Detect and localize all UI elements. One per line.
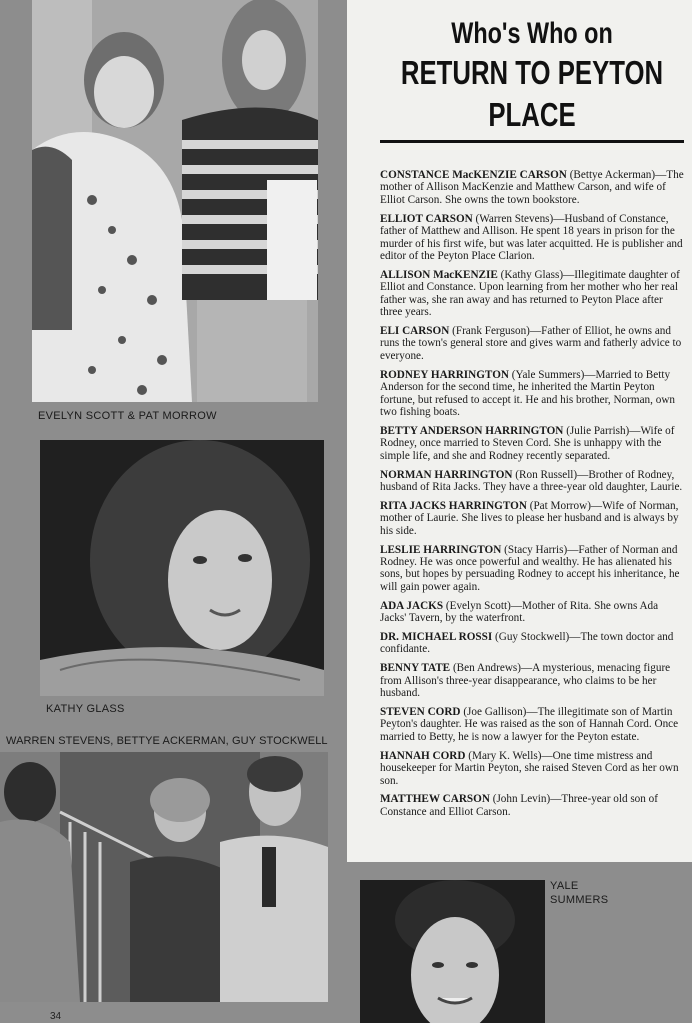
cast-entry [380,662,684,699]
character-description: (Kathy Glass)—Illegitimate daughter of Elliot and Constance. Upon learning from her mother who her real father was, she ran away and has returned to Peyton Place after three years. [380,268,680,319]
cast-entry [380,631,684,656]
character-name: CONSTANCE MacKENZIE CARSON [380,169,567,181]
cast-entry [380,169,684,206]
cast-entry [380,600,684,625]
character-description: (Warren Stevens)—Husband of Constance, father of Matthew and Allison. He spent 18 years in prison for the murder of his first wife, but was later acquitted. He is publisher and editor of the Peyton Place Clarion. [380,212,683,262]
heading-line-2: RETURN TO PEYTON PLACE [400,54,664,133]
character-description: (Ron Russell)—Brother of Rodney, husband of Rita Jacks. They have a three-year old daughter, Laurie. [380,468,683,493]
heading-rule [380,140,684,143]
character-description: (Yale Summers)—Married to Betty Anderson for the second time, he inherited the Martin Peyton fortune, but refused to accept it. He and his brother, Norman, own two fishing boats. [380,368,675,418]
cast-entry [380,793,684,818]
character-description: (Evelyn Scott)—Mother of Rita. She owns Ada Jacks' Tavern, by the waterfront. [380,599,659,625]
character-description: (Pat Morrow)—Wife of Norman, mother of Laurie. She lives to please her husband and is always by his side. [380,499,679,537]
character-description: (Guy Stockwell)—The town doctor and confidante. [380,631,674,656]
character-description: (Julie Parrish)—Wife of Rodney, once married to Steven Cord. She is unhappy with the simple life, and she and Rodney recently separated. [380,424,675,462]
cast-entry [380,425,684,462]
character-description: (Ben Andrews)—A mysterious, menacing figure from Allison's three-year disappearance, who claims to be her husband. [380,662,671,700]
photo-3-caption: WARREN STEVENS, BETTYE ACKERMAN, GUY STOCKWELL [6,735,328,747]
photo-3-image [0,752,328,1002]
cast-entry [380,544,684,594]
article-heading [398,0,666,136]
character-description: (Frank Ferguson)—Father of Elliot, he owns and runs the town's general store and gives warm and fatherly advice to everyone. [380,324,682,362]
whos-who-panel [347,0,692,862]
character-name: BETTY ANDERSON HARRINGTON [380,424,564,437]
cast-entry [380,325,684,362]
photo-evelyn-scott-pat-morrow [32,0,318,402]
photo-kathy-glass [40,440,324,696]
character-description: (John Levin)—Three-year old son of Constance and Elliot Carson. [380,793,658,818]
photo-4-caption-line-2: SUMMERS [550,894,609,906]
photo-warren-bettye-guy [0,752,328,1002]
cast-entries [380,169,684,818]
character-name: LESLIE HARRINGTON [380,543,502,556]
page-number: 34 [50,1011,62,1022]
cast-entry [380,213,684,263]
cast-entry [380,750,684,787]
photo-1-image [32,0,318,402]
photo-2-image [40,440,324,696]
character-name: RODNEY HARRINGTON [380,368,509,381]
photo-1-caption: EVELYN SCOTT & PAT MORROW [38,410,217,422]
character-name: ELI CARSON [380,324,450,337]
heading-line-1: Who's Who on [451,17,613,50]
character-name: RITA JACKS HARRINGTON [380,499,527,512]
character-name: BENNY TATE [380,662,451,675]
character-name: STEVEN CORD [380,706,461,719]
character-name: MATTHEW CARSON [380,793,490,806]
character-description: (Mary K. Wells)—One time mistress and housekeeper for Martin Peyton, she raised Steven Cord as her own son. [380,749,679,787]
character-description: (Bettye Ackerman)—The mother of Allison MacKenzie and Matthew Carson, and wife of Elliot Carson. She owns the town bookstore. [380,169,684,206]
photo-4-image [360,880,545,1023]
character-name: ALLISON MacKENZIE [380,268,498,281]
cast-entry [380,500,684,537]
cast-entry [380,706,684,743]
character-name: ELLIOT CARSON [380,212,473,225]
cast-entry [380,369,684,419]
cast-entry [380,269,684,319]
photo-2-caption: KATHY GLASS [46,703,125,715]
character-description: (Joe Gallison)—The illegitimate son of Martin Peyton's daughter. He was raised as the son of Hannah Cord. Once married to Betty, he is now a lawyer for the Peyton estate. [380,706,679,743]
cast-entry [380,469,684,494]
character-name: ADA JACKS [380,599,444,612]
photo-yale-summers [360,880,545,1023]
character-description: (Stacy Harris)—Father of Norman and Rodney. He was once powerful and wealthy. He has alienated his sons, but hopes by persuading Rodney to accept his inheritance, he will gain power again. [380,543,680,593]
character-name: HANNAH CORD [380,749,466,762]
character-name: DR. MICHAEL ROSSI [380,631,493,643]
character-name: NORMAN HARRINGTON [380,468,513,481]
photo-4-caption-line-1: YALE [550,880,579,892]
